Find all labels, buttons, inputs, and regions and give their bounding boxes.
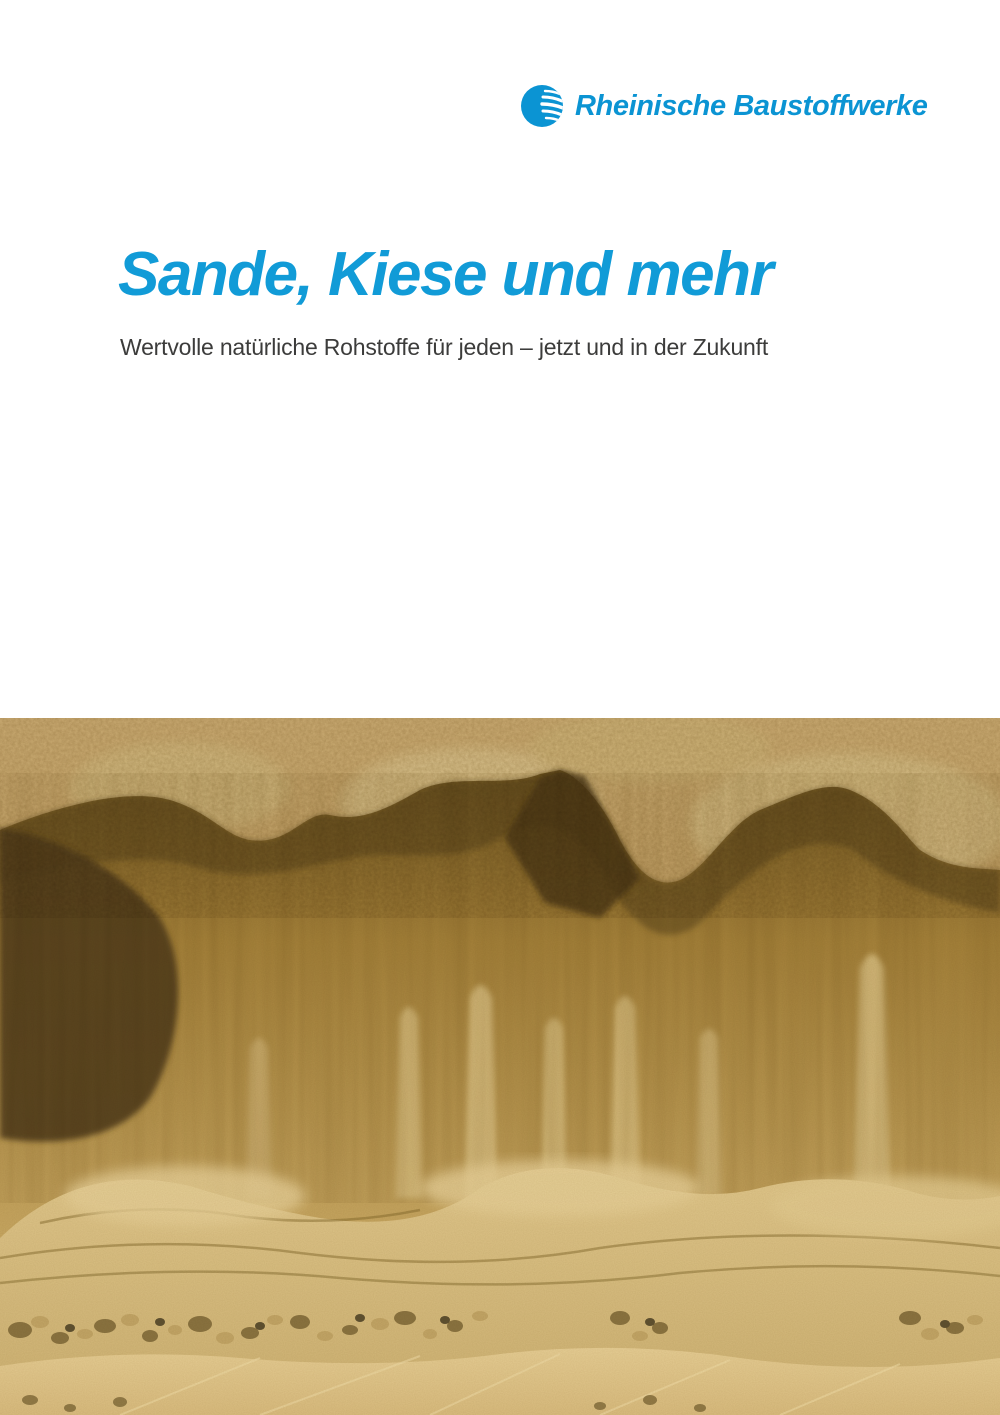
brand-logo-text: Rheinische Baustoffwerke <box>575 90 928 122</box>
page-title: Sande, Kiese und mehr <box>118 240 773 309</box>
cover-photo-sandpit <box>0 718 1000 1415</box>
page-subtitle: Wertvolle natürliche Rohstoffe für jeden – jetzt und in der Zukunft <box>120 334 769 360</box>
striped-globe-icon <box>520 84 564 128</box>
brand-logo <box>520 84 927 128</box>
